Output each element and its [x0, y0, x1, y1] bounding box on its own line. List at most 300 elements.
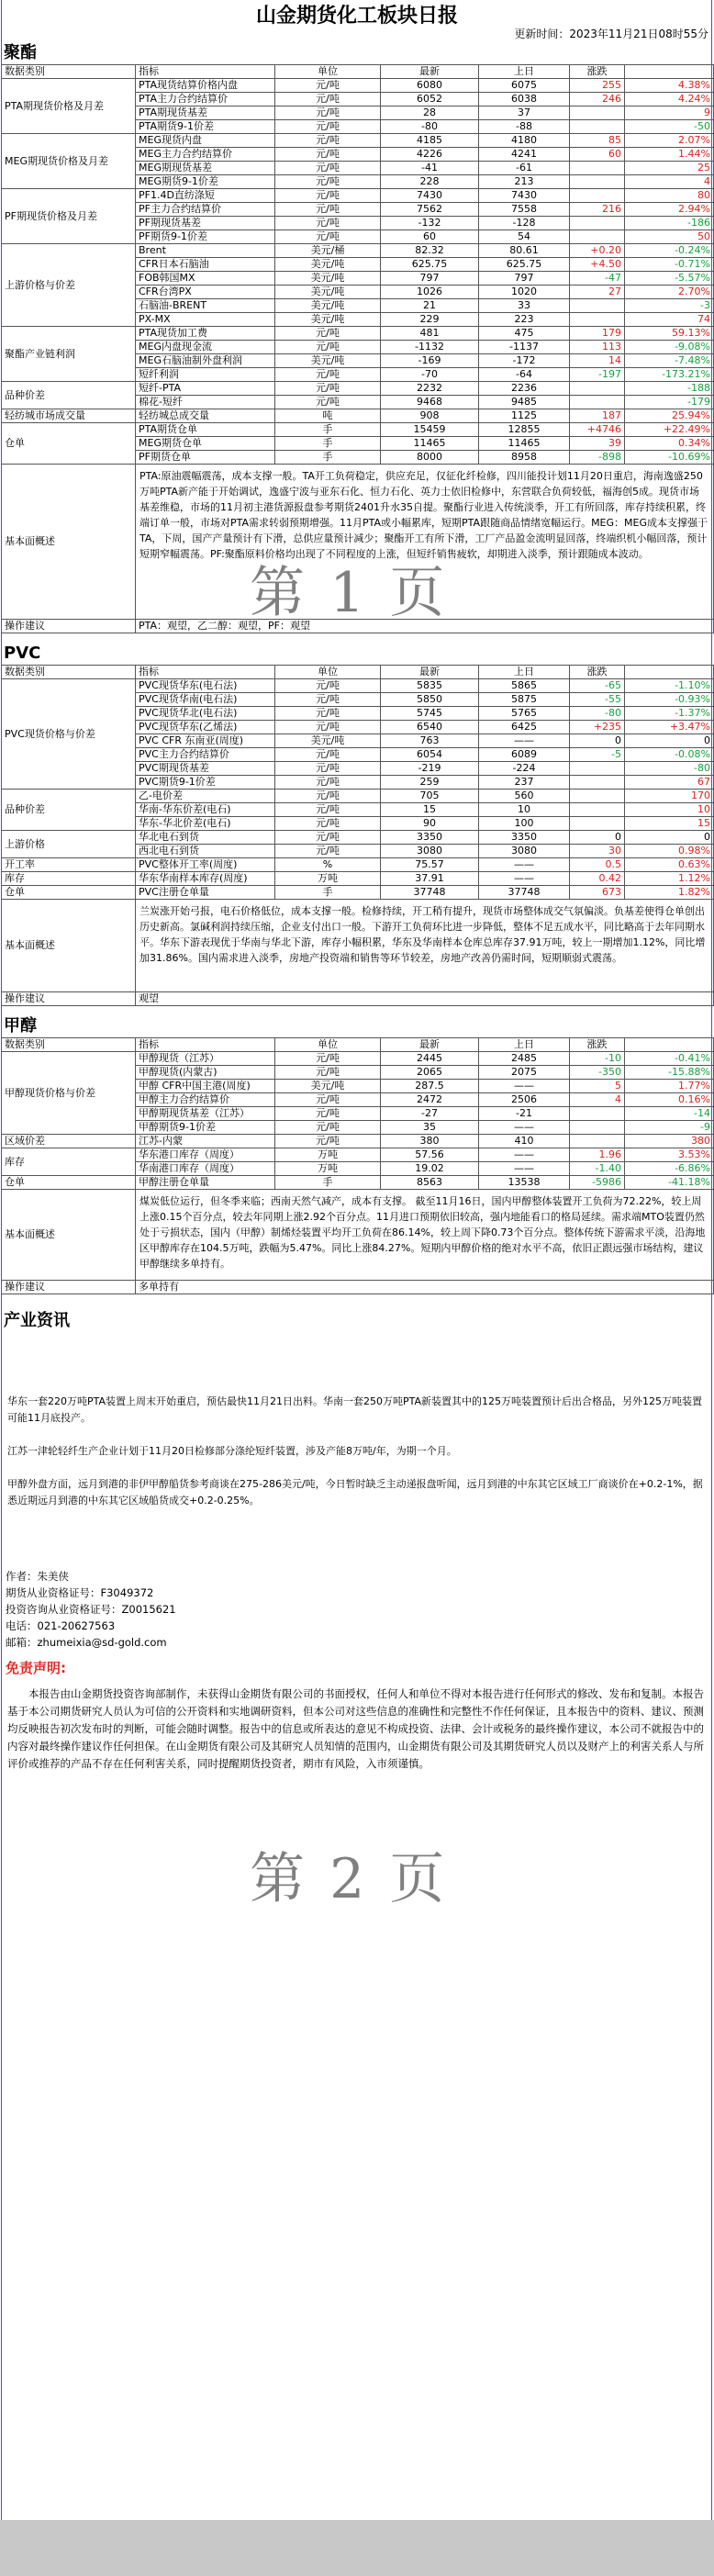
change-pct-cell: 1.82%	[625, 886, 714, 900]
column-header: 上日	[479, 666, 570, 679]
change-pct-cell: -41.18%	[625, 1176, 714, 1190]
latest-cell: 3350	[381, 831, 479, 845]
change-pct-cell: 0	[625, 831, 714, 845]
unit-cell: 美元/吨	[275, 734, 381, 748]
unit-cell: 元/吨	[275, 707, 381, 721]
change-cell: 187	[570, 409, 625, 423]
unit-cell: 元/吨	[275, 831, 381, 845]
column-header: 单位	[275, 1038, 381, 1052]
change-cell	[570, 790, 625, 803]
advice-text: 多单持有	[136, 1281, 714, 1294]
prev-cell: ——	[479, 1121, 570, 1135]
prev-cell: -64	[479, 368, 570, 382]
change-pct-cell: -173.21%	[625, 368, 714, 382]
industry-para-3: 甲醇外盘方面，远月到港的非伊甲醇船货参考商谈在275-286美元/吨，今日暂时缺乏主动递报盘听闻，远月到港的中东其它区域工厂商谈价在+0.2-1%，据悉近期远月到港的中东其它区域船货成交+0.2-0.25%。	[7, 1478, 703, 1506]
indicator-cell: 华东-华北价差(电石)	[136, 817, 275, 831]
change-cell: -65	[570, 679, 625, 693]
unit-cell: 元/吨	[275, 120, 381, 134]
change-pct-cell: -0.08%	[625, 748, 714, 762]
change-pct-cell: 4.24%	[625, 93, 714, 106]
unit-cell: 美元/吨	[275, 354, 381, 368]
table-row	[2, 1148, 714, 1162]
unit-cell: 万吨	[275, 1148, 381, 1162]
prev-cell: 6075	[479, 79, 570, 93]
unit-cell: 元/吨	[275, 341, 381, 354]
change-cell: 179	[570, 327, 625, 341]
change-cell	[570, 230, 625, 244]
category-cell: PVC现货价格与价差	[2, 679, 136, 790]
change-pct-cell: 74	[625, 313, 714, 327]
disclaimer-title: 免责声明:	[6, 1660, 66, 1676]
unit-cell: 美元/吨	[275, 1080, 381, 1093]
latest-cell: -41	[381, 162, 479, 175]
unit-cell: 元/吨	[275, 1135, 381, 1148]
change-cell	[570, 162, 625, 175]
industry-title: 产业资讯	[4, 1311, 70, 1330]
latest-cell: 9468	[381, 396, 479, 409]
right-border	[711, 0, 712, 2520]
latest-cell: 60	[381, 230, 479, 244]
prev-cell: ——	[479, 1148, 570, 1162]
latest-cell: 8563	[381, 1176, 479, 1190]
category-cell: 仓单	[2, 886, 136, 900]
unit-cell: 美元/吨	[275, 272, 381, 286]
category-cell: MEG期现货价格及月差	[2, 134, 136, 189]
indicator-cell: PTA期现货基差	[136, 106, 275, 120]
indicator-cell: MEG现货内盘	[136, 134, 275, 148]
prev-cell: 5875	[479, 693, 570, 707]
prev-cell: 2236	[479, 382, 570, 396]
page-title: 山金期货化工板块日报	[255, 5, 458, 28]
latest-cell: -27	[381, 1107, 479, 1121]
change-cell	[570, 762, 625, 776]
change-cell	[570, 106, 625, 120]
prev-cell: 33	[479, 299, 570, 313]
unit-cell: 元/吨	[275, 1066, 381, 1080]
prev-cell: 475	[479, 327, 570, 341]
prev-cell: -224	[479, 762, 570, 776]
table-row	[2, 134, 714, 148]
change-pct-cell: -186	[625, 217, 714, 230]
column-header: 数据类别	[2, 65, 136, 79]
unit-cell: 元/吨	[275, 1107, 381, 1121]
change-cell: 1.96	[570, 1148, 625, 1162]
unit-cell: 元/吨	[275, 217, 381, 230]
column-header: 单位	[275, 666, 381, 679]
latest-cell: 19.02	[381, 1162, 479, 1176]
unit-cell: 手	[275, 437, 381, 451]
unit-cell: 美元/吨	[275, 258, 381, 272]
table-row	[2, 1135, 714, 1148]
change-pct-cell: 0.34%	[625, 437, 714, 451]
unit-cell: 元/吨	[275, 845, 381, 858]
latest-cell: 763	[381, 734, 479, 748]
indicator-cell: 华南-华东价差(电石)	[136, 803, 275, 817]
change-pct-cell: 59.13%	[625, 327, 714, 341]
watermark-page-1: 第 1 页	[250, 561, 449, 625]
advice-row	[2, 1281, 714, 1294]
latest-cell: -169	[381, 354, 479, 368]
change-cell: 673	[570, 886, 625, 900]
section-title: 甲醇	[4, 1016, 37, 1036]
prev-cell: 625.75	[479, 258, 570, 272]
prev-cell: 9485	[479, 396, 570, 409]
author-name: 作者：朱美侠	[6, 1570, 69, 1583]
table-row	[2, 409, 714, 423]
category-cell: 上游价格与价差	[2, 244, 136, 327]
change-pct-cell: -0.41%	[625, 1052, 714, 1066]
section-spacer	[0, 1294, 714, 1304]
indicator-cell: PVC期货9-1价差	[136, 776, 275, 790]
change-cell: 30	[570, 845, 625, 858]
latest-cell: 21	[381, 299, 479, 313]
advice-label: 操作建议	[2, 1281, 136, 1294]
unit-cell: 元/吨	[275, 93, 381, 106]
change-pct-cell: -3	[625, 299, 714, 313]
sections-container	[0, 42, 714, 1304]
latest-cell: 229	[381, 313, 479, 327]
prev-cell: 2075	[479, 1066, 570, 1080]
unit-cell: 美元/桶	[275, 244, 381, 258]
indicator-cell: PVC现货华东(电石法)	[136, 679, 275, 693]
unit-cell: 元/吨	[275, 803, 381, 817]
category-cell: 轻纺城市场成交量	[2, 409, 136, 423]
unit-cell: 手	[275, 886, 381, 900]
change-cell: +4746	[570, 423, 625, 437]
prev-cell: 54	[479, 230, 570, 244]
category-cell: 库存	[2, 1148, 136, 1176]
indicator-cell: 甲醇期货9-1价差	[136, 1121, 275, 1135]
data-table	[1, 64, 714, 633]
indicator-cell: PTA主力合约结算价	[136, 93, 275, 106]
change-pct-cell: -15.88%	[625, 1066, 714, 1080]
table-row	[2, 189, 714, 203]
change-pct-cell: -0.93%	[625, 693, 714, 707]
indicator-cell: 华东华南样本库存(周度)	[136, 872, 275, 886]
indicator-cell: 石脑油-BRENT	[136, 299, 275, 313]
indicator-cell: CFR日本石脑油	[136, 258, 275, 272]
change-pct-cell: 170	[625, 790, 714, 803]
unit-cell: 元/吨	[275, 396, 381, 409]
table-header-row	[2, 666, 714, 679]
prev-cell: ——	[479, 1080, 570, 1093]
column-header: 数据类别	[2, 666, 136, 679]
change-pct-cell: -9	[625, 1121, 714, 1135]
indicator-cell: MEG内盘现金流	[136, 341, 275, 354]
author-email: 邮箱：zhumeixia@sd-gold.com	[6, 1636, 167, 1649]
column-header: 最新	[381, 1038, 479, 1052]
change-pct-cell: 1.77%	[625, 1080, 714, 1093]
change-pct-cell: 80	[625, 189, 714, 203]
change-pct-cell: -10.69%	[625, 451, 714, 465]
prev-cell: 213	[479, 175, 570, 189]
change-pct-cell: -188	[625, 382, 714, 396]
category-cell: 仓单	[2, 1176, 136, 1190]
prev-cell: ——	[479, 1162, 570, 1176]
category-cell: 品种价差	[2, 382, 136, 409]
change-cell: -10	[570, 1052, 625, 1066]
advice-label: 操作建议	[2, 620, 136, 633]
change-pct-cell: -0.71%	[625, 258, 714, 272]
data-table	[1, 1037, 714, 1294]
latest-cell: 15459	[381, 423, 479, 437]
unit-cell: 元/吨	[275, 162, 381, 175]
latest-cell: 6080	[381, 79, 479, 93]
section-spacer	[0, 1006, 714, 1015]
category-cell: 甲醇现货价格与价差	[2, 1052, 136, 1135]
prev-cell: 5865	[479, 679, 570, 693]
indicator-cell: 甲醇主力合约结算价	[136, 1093, 275, 1107]
prev-cell: 11465	[479, 437, 570, 451]
latest-cell: 380	[381, 1135, 479, 1148]
prev-cell: 1020	[479, 286, 570, 299]
change-pct-cell: -14	[625, 1107, 714, 1121]
latest-cell: 90	[381, 817, 479, 831]
summary-text: 兰炭涨开始弓报，电石价格低位，成本支撑一般。检修持续，开工稍有提升，现货市场整体成交气氛偏淡。负基差使得仓单创出历史新高。氯碱利润持续压缩，企业支付出口一般。下游开工负荷环比进一步降低，整体不足五成水平，同比略高于去年同期水平。华东下游表现优于华南与华北下游，库存小幅积累，华东及华南样本仓库总库存37.91万吨，较上一期增加1.12%，同比增加31.86%。国内需求进入淡季，房地产投资端和销售等环节较差，房地产改善仍需时间，短期顺弱式震荡。	[136, 900, 714, 992]
advice-label: 操作建议	[2, 992, 136, 1006]
table-header-row	[2, 65, 714, 79]
indicator-cell: Brent	[136, 244, 275, 258]
prev-cell: -128	[479, 217, 570, 230]
prev-cell: -61	[479, 162, 570, 175]
change-cell	[570, 313, 625, 327]
latest-cell: 2065	[381, 1066, 479, 1080]
prev-cell: 7430	[479, 189, 570, 203]
change-cell: 39	[570, 437, 625, 451]
column-header: 上日	[479, 65, 570, 79]
change-pct-cell: 25	[625, 162, 714, 175]
prev-cell: 237	[479, 776, 570, 790]
prev-cell: 4241	[479, 148, 570, 162]
latest-cell: 37748	[381, 886, 479, 900]
change-pct-cell: -0.24%	[625, 244, 714, 258]
change-pct-cell: 10	[625, 803, 714, 817]
indicator-cell: PF期货仓单	[136, 451, 275, 465]
change-cell: -55	[570, 693, 625, 707]
prev-cell: ——	[479, 734, 570, 748]
indicator-cell: 棉花-短纤	[136, 396, 275, 409]
indicator-cell: PVC CFR 东南亚(周度)	[136, 734, 275, 748]
column-header: 单位	[275, 65, 381, 79]
column-header: 涨跌	[570, 65, 625, 79]
change-pct-cell: 2.07%	[625, 134, 714, 148]
category-cell: PTA期现货价格及月差	[2, 79, 136, 134]
table-row	[2, 858, 714, 872]
unit-cell: 美元/吨	[275, 286, 381, 299]
latest-cell: 7562	[381, 203, 479, 217]
summary-label: 基本面概述	[2, 900, 136, 992]
unit-cell: 元/吨	[275, 721, 381, 734]
latest-cell: 6054	[381, 748, 479, 762]
update-time: 更新时间：2023年11月21日08时55分	[514, 28, 708, 40]
latest-cell: -1132	[381, 341, 479, 354]
prev-cell: -172	[479, 354, 570, 368]
prev-cell: 12855	[479, 423, 570, 437]
change-pct-cell: 67	[625, 776, 714, 790]
unit-cell: 手	[275, 451, 381, 465]
latest-cell: 2472	[381, 1093, 479, 1107]
indicator-cell: FOB韩国MX	[136, 272, 275, 286]
column-header: 最新	[381, 65, 479, 79]
summary-row	[2, 900, 714, 992]
prev-cell: 5765	[479, 707, 570, 721]
table-row	[2, 831, 714, 845]
change-pct-cell: 1.44%	[625, 148, 714, 162]
change-cell: 60	[570, 148, 625, 162]
unit-cell: 元/吨	[275, 134, 381, 148]
indicator-cell: PVC现货华南(电石法)	[136, 693, 275, 707]
change-pct-cell: +22.49%	[625, 423, 714, 437]
latest-cell: 908	[381, 409, 479, 423]
indicator-cell: PTA期货仓单	[136, 423, 275, 437]
change-cell	[570, 396, 625, 409]
latest-cell: 797	[381, 272, 479, 286]
change-pct-cell: +3.47%	[625, 721, 714, 734]
category-cell: 开工率	[2, 858, 136, 872]
table-row	[2, 1052, 714, 1066]
unit-cell: 万吨	[275, 872, 381, 886]
change-cell	[570, 817, 625, 831]
change-pct-cell: 4	[625, 175, 714, 189]
change-cell: +4.50	[570, 258, 625, 272]
change-pct-cell: -5.57%	[625, 272, 714, 286]
latest-cell: 37.91	[381, 872, 479, 886]
change-pct-cell: -9.08%	[625, 341, 714, 354]
prev-cell: -1137	[479, 341, 570, 354]
column-header: 涨跌	[570, 666, 625, 679]
prev-cell: -21	[479, 1107, 570, 1121]
unit-cell: 元/吨	[275, 230, 381, 244]
indicator-cell: PTA期货9-1价差	[136, 120, 275, 134]
change-pct-cell: 0.16%	[625, 1093, 714, 1107]
change-cell: -898	[570, 451, 625, 465]
change-cell: 4	[570, 1093, 625, 1107]
change-cell: 0	[570, 831, 625, 845]
prev-cell: -88	[479, 120, 570, 134]
data-table	[1, 665, 714, 1006]
indicator-cell: PVC现货华北(电石法)	[136, 707, 275, 721]
category-cell: PF期现货价格及月差	[2, 189, 136, 244]
watermark-page-2: 第 2 页	[250, 1847, 449, 1911]
unit-cell: 元/吨	[275, 776, 381, 790]
industry-para-1: 华东一套220万吨PTA装置上周末开始重启，预估最快11月21日出料。华南一套250万吨PTA新装置其中的125万吨装置预计后出合格品，另外125万吨装置可能11月底投产。	[7, 1395, 703, 1424]
section-spacer	[0, 633, 714, 643]
advice-text: PTA：观望，乙二醇：观望，PF：观望	[136, 620, 714, 633]
change-cell	[570, 189, 625, 203]
latest-cell: 4185	[381, 134, 479, 148]
change-pct-cell: 4.38%	[625, 79, 714, 93]
indicator-cell: PF1.4D直纺涤短	[136, 189, 275, 203]
latest-cell: -70	[381, 368, 479, 382]
unit-cell: 手	[275, 423, 381, 437]
change-cell: -5	[570, 748, 625, 762]
latest-cell: 57.56	[381, 1148, 479, 1162]
change-cell: 14	[570, 354, 625, 368]
category-cell: 聚酯产业链利润	[2, 327, 136, 382]
column-header: 涨跌	[570, 1038, 625, 1052]
table-row	[2, 79, 714, 93]
unit-cell: 元/吨	[275, 817, 381, 831]
summary-row	[2, 1190, 714, 1281]
change-cell: -5986	[570, 1176, 625, 1190]
prev-cell: 10	[479, 803, 570, 817]
indicator-cell: 华东港口库存（周度）	[136, 1148, 275, 1162]
change-pct-cell: -6.86%	[625, 1162, 714, 1176]
latest-cell: 287.5	[381, 1080, 479, 1093]
indicator-cell: 华北电石到货	[136, 831, 275, 845]
latest-cell: 228	[381, 175, 479, 189]
indicator-cell: PVC整体开工率(周度)	[136, 858, 275, 872]
change-pct-cell: 25.94%	[625, 409, 714, 423]
unit-cell: 元/吨	[275, 203, 381, 217]
change-pct-cell: -80	[625, 762, 714, 776]
summary-text: 煤炭低位运行，但冬季来临；西南天然气减产，成本有支撑。 截至11月16日，国内甲醇整体装置开工负荷为72.22%，较上周上涨0.15个百分点，较去年同期上涨2.92个百分点。11月进口预期依旧较高，强内地能看口的格局延续。需求端MTO装置仍然处于亏损状态，国内（甲醇）制烯烃装置平均开工负荷在86.14%，较上周下降0.73个百分点。整体传统下游需求平淡，沿海地区甲醇库存在104.5万吨，跌幅为5.47%。同比上涨84.27%。短期内甲醇价格的绝对水平不高，依旧正跟远强市场结构，建议甲醇继续多单持有。	[136, 1190, 714, 1281]
latest-cell: 5835	[381, 679, 479, 693]
table-row	[2, 423, 714, 437]
change-cell	[570, 299, 625, 313]
indicator-cell: CFR台湾PX	[136, 286, 275, 299]
table-row	[2, 327, 714, 341]
indicator-cell: MEG主力合约结算价	[136, 148, 275, 162]
change-cell: 255	[570, 79, 625, 93]
section-title: PVC	[4, 644, 41, 663]
indicator-cell: 甲醇注册仓单量	[136, 1176, 275, 1190]
left-border	[1, 0, 2, 2520]
latest-cell: -80	[381, 120, 479, 134]
indicator-cell: PTA现货结算价格内盘	[136, 79, 275, 93]
advice-text: 观望	[136, 992, 714, 1006]
change-pct-cell: -50	[625, 120, 714, 134]
summary-label: 基本面概述	[2, 1190, 136, 1281]
change-cell: -197	[570, 368, 625, 382]
latest-cell: 15	[381, 803, 479, 817]
latest-cell: 75.57	[381, 858, 479, 872]
change-cell	[570, 803, 625, 817]
category-cell: 库存	[2, 872, 136, 886]
change-cell	[570, 382, 625, 396]
summary-label: 基本面概述	[2, 465, 136, 620]
indicator-cell: 短纤利润	[136, 368, 275, 382]
category-cell: 品种价差	[2, 790, 136, 831]
indicator-cell: 甲醇现货(内蒙古)	[136, 1066, 275, 1080]
latest-cell: 705	[381, 790, 479, 803]
prev-cell: 80.61	[479, 244, 570, 258]
latest-cell: 11465	[381, 437, 479, 451]
unit-cell: 元/吨	[275, 148, 381, 162]
unit-cell: 元/吨	[275, 762, 381, 776]
change-pct-cell: -1.37%	[625, 707, 714, 721]
change-cell: 0.5	[570, 858, 625, 872]
table-row	[2, 1176, 714, 1190]
change-cell: -350	[570, 1066, 625, 1080]
column-header: 数据类别	[2, 1038, 136, 1052]
latest-cell: 5850	[381, 693, 479, 707]
indicator-cell: 华南港口库存（周度）	[136, 1162, 275, 1176]
section-title: 聚酯	[4, 43, 37, 62]
prev-cell: 1125	[479, 409, 570, 423]
summary-text: PTA:原油震幅震荡，成本支撑一般。TA开工负荷稳定，供应充足，仅征化纤检修，四川能投计划11月20日重启，海南逸盛250万吨PTA新产能于开始调试，逸盛宁波与亚东石化、恒力石化、英力士依旧检修中，东营联合负荷较低，福海创5成。现货市场基差维稳，市场的11月初主港货源报盘参考期货2401升水35自提。聚酯行业进入传统淡季，开工有所回落，库存持续积累，终端订单一般，市场对PTA需求转弱预期增强。11月PTA或小幅累库，短期PTA跟随商品情绪宽幅运行。MEG：MEG成本支撑强于TA，下周，国产产量预计有下滑，总供应量预计减少；聚酯开工有所下滑，工厂产品盈金流明显回落，终端织机小幅回落，预计短期窄幅震荡。PF:聚酯原料价格均出现了不同程度的上涨，但短纤销售疲软，却期进入淡季，预计跟随成本波动。	[136, 465, 714, 620]
industry-para-2: 江苏一津轮轻纤生产企业计划于11月20日检修部分涤纶短纤装置，涉及产能8万吨/年，为期一个月。	[7, 1445, 457, 1457]
latest-cell: -132	[381, 217, 479, 230]
author-phone: 电话：021-20627563	[6, 1619, 116, 1632]
indicator-cell: PVC现货华东(乙烯法)	[136, 721, 275, 734]
column-header	[625, 1038, 714, 1052]
change-cell: -47	[570, 272, 625, 286]
latest-cell: 4226	[381, 148, 479, 162]
latest-cell: 625.75	[381, 258, 479, 272]
unit-cell: 元/吨	[275, 1093, 381, 1107]
prev-cell: ——	[479, 872, 570, 886]
